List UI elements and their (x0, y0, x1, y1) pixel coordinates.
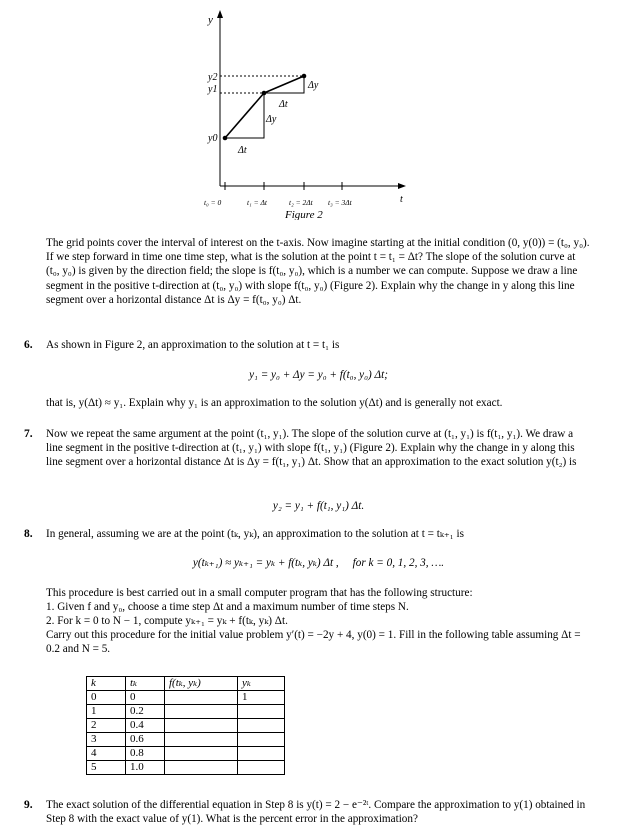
dy-label-2: Δy (308, 80, 319, 91)
euler-table (86, 676, 285, 775)
dy-label-1: Δy (266, 114, 277, 125)
q8-intro: In general, assuming we are at the point (tₖ, yₖ), an approximation to the solution at t = tₖ₊₁ is (46, 528, 464, 540)
q8-equation: y(tₖ₊₁) ≈ yₖ₊₁ = yₖ + f(tₖ, yₖ) Δt , for k = 0, 1, 2, 3, …. (192, 557, 445, 569)
y-axis-arrow (217, 10, 223, 18)
table-row (87, 705, 285, 719)
q6-followup: that is, y(Δt) ≈ y₁. Explain why y₁ is an approximation to the solution y(Δt) and is generally not exact. (46, 397, 503, 409)
intro-paragraph: The grid points cover the interval of interest on the t-axis. Now imagine starting at the initial condition (0, y(0)) = (t₀, y₀). If we step forward in time one time step, what is the solution at the point t = t₁ = Δt? The slope of the solution curve at (t₀, y₀) is given by the direction field; the slope is f(t₀, y₀), which is a number we can compute. Suppose we draw a line segment in the positive t-direction at (t₀, y₀) with slope f(t₀, y₀) (Figure 2). Explain why the change in y along this line segment over a horizontal distance Δt is Δy = f(t₀, y₀) Δt. (46, 237, 590, 306)
cell-yk[interactable] (238, 705, 285, 719)
cell-tk: 0.8 (126, 747, 165, 761)
y1-label: y1 (208, 84, 218, 95)
cell-yk[interactable] (238, 733, 285, 747)
point-t2-y2 (302, 74, 307, 79)
tick-label-t0: t₀ = 0 (204, 198, 222, 207)
cell-f[interactable] (165, 733, 238, 747)
cell-k: 1 (87, 705, 126, 719)
cell-yk[interactable] (238, 747, 285, 761)
q6-intro: As shown in Figure 2, an approximation to the solution at t = t₁ is (46, 339, 340, 351)
cell-f[interactable] (165, 719, 238, 733)
dt-label-1: Δt (238, 145, 247, 156)
cell-k: 0 (87, 691, 126, 705)
table-row (87, 733, 285, 747)
y2-label: y2 (208, 72, 218, 83)
dt-label-2: Δt (279, 99, 288, 110)
q8-number: 8. (24, 528, 33, 540)
cell-tk: 0.4 (126, 719, 165, 733)
segment-1 (225, 93, 264, 138)
table-row (87, 719, 285, 733)
cell-f[interactable] (165, 705, 238, 719)
cell-tk: 0.6 (126, 733, 165, 747)
t-axis-label: t (400, 194, 403, 205)
figure-caption: Figure 2 (285, 209, 323, 220)
q8-task: Carry out this procedure for the initial value problem y′(t) = −2y + 4, y(0) = 1. Fill in the following table assuming Δt = 0.2 and N = 5. (46, 629, 581, 656)
tick-label-t3: t₃ = 3Δt (328, 198, 352, 207)
q6-equation: y₁ = y₀ + Δy = y₀ + f(t₀, y₀) Δt; (249, 369, 388, 381)
cell-k: 2 (87, 719, 126, 733)
tick-label-t2: t₂ = 2Δt (289, 198, 313, 207)
table-row (87, 761, 285, 775)
tick-label-t1: t₁ = Δt (247, 198, 267, 207)
cell-yk[interactable] (238, 719, 285, 733)
table-row (87, 691, 285, 705)
header-tk: tₖ (126, 677, 165, 691)
q7-equation: y₂ = y₁ + f(t₁, y₁) Δt. (272, 500, 365, 512)
header-k: k (87, 677, 126, 691)
table-row (87, 747, 285, 761)
cell-k: 3 (87, 733, 126, 747)
q6-number: 6. (24, 339, 33, 351)
q9-text: The exact solution of the differential equation in Step 8 is y(t) = 2 − e⁻²ᵗ. Compare the approximation to y(1) obtained in Step 8 with the exact value of y(1). What is the percent error in the approximation? (46, 799, 586, 826)
q7-text: Now we repeat the same argument at the point (t₁, y₁). The slope of the solution curve at (t₁, y₁) is f(t₁, y₁). We draw a line segment in the positive t-direction at (t₁, y₁) with slope f(t₁, y₁) (Figure 2). Explain why the change in y along this line segment over a horizontal distance Δt is Δy = f(t₁, y₁) Δt. Show that an approximation to the exact solution y(t₂) is (46, 428, 577, 469)
figure-2-diagram (190, 6, 420, 220)
point-t0-y0 (223, 136, 228, 141)
header-yk: yₖ (238, 677, 285, 691)
cell-f[interactable] (165, 761, 238, 775)
cell-yk[interactable]: 1 (238, 691, 285, 705)
cell-tk: 0.2 (126, 705, 165, 719)
q9-number: 9. (24, 799, 33, 811)
cell-f[interactable] (165, 747, 238, 761)
cell-yk[interactable] (238, 761, 285, 775)
segment-2 (264, 76, 304, 93)
y0-label: y0 (208, 133, 218, 144)
point-t1-y1 (262, 91, 267, 96)
y-axis-label: y (208, 14, 213, 26)
cell-f[interactable] (165, 691, 238, 705)
table-header-row (87, 677, 285, 691)
header-f: f(tₖ, yₖ) (165, 677, 238, 691)
q8-step-1: 1. Given f and y₀, choose a time step Δt and a maximum number of time steps N. (46, 601, 409, 613)
cell-k: 5 (87, 761, 126, 775)
q8-step-2: 2. For k = 0 to N − 1, compute yₖ₊₁ = yₖ + f(tₖ, yₖ) Δt. (46, 615, 288, 627)
t-axis-arrow (398, 183, 406, 189)
cell-k: 4 (87, 747, 126, 761)
cell-tk: 1.0 (126, 761, 165, 775)
cell-tk: 0 (126, 691, 165, 705)
q7-number: 7. (24, 428, 33, 440)
q8-procedure-text: This procedure is best carried out in a small computer program that has the following structure: (46, 587, 473, 599)
